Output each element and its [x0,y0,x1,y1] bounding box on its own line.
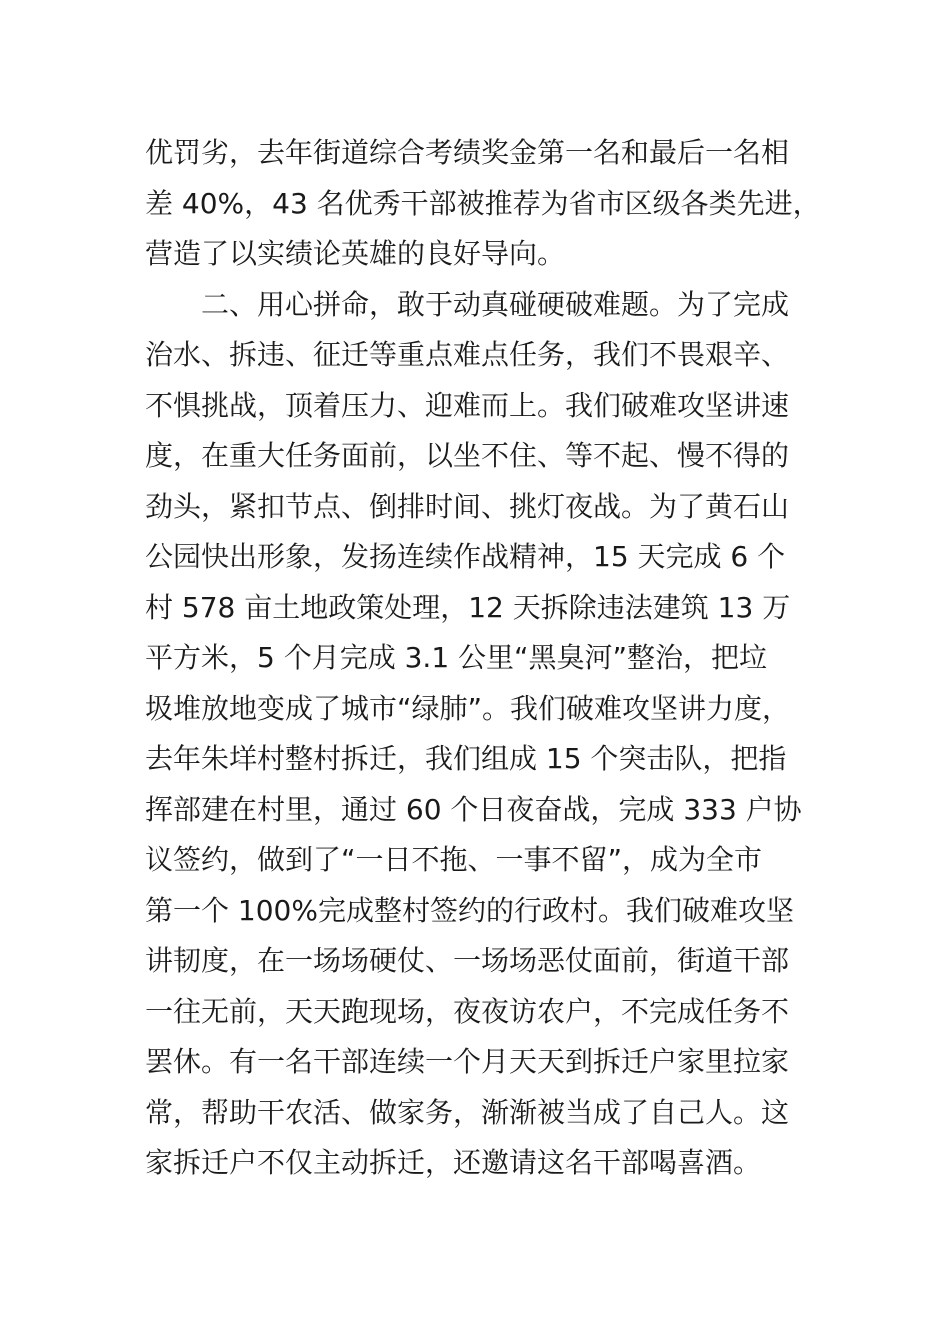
text-line: 一往无前，天天跑现场，夜夜访农户，不完成任务不 [145,994,790,1028]
text-line: 挥部建在村里，通过 60 个日夜奋战，完成 333 户协 [145,792,802,826]
text-line: 优罚劣，去年街道综合考绩奖金第一名和最后一名相 [145,136,790,169]
text-line: 度，在重大任务面前，以坐不住、等不起、慢不得的 [145,439,790,472]
text-line: 差 40%，43 名优秀干部被推荐为省市区级各类先进， [145,186,821,220]
text-line: 家拆迁户不仅主动拆迁，还邀请这名干部喝喜酒。 [145,1146,762,1179]
text-line: 公园快出形象，发扬连续作战精神，15 天完成 6 个 [145,540,786,573]
text-line: 治水、拆违、征迁等重点难点任务，我们不畏艰辛、 [145,338,790,371]
text-line: 常，帮助干农活、做家务，渐渐被当成了自己人。这 [145,1095,790,1129]
text-line: 去年朱垟村整村拆迁，我们组成 15 个突击队，把指 [145,742,787,775]
text-line: 平方米，5 个月完成 3.1 公里“黑臭河”整治，把垃 [145,641,768,674]
text-line: 劲头，紧扣节点、倒排时间、挑灯夜战。为了黄石山 [145,489,790,523]
text-line: 第一个 100%完成整村签约的行政村。我们破难攻坚 [145,893,794,927]
text-line: 村 578 亩土地政策处理，12 天拆除违法建筑 13 万 [145,590,791,624]
body-text [145,128,821,1189]
paragraph-first-line: 二、用心拼命，敢于动真碰硬破难题。为了完成 [201,287,790,321]
text-line: 讲韧度，在一场场硬仗、一场场恶仗面前，街道干部 [145,944,790,977]
text-line: 不惧挑战，顶着压力、迎难而上。我们破难攻坚讲速 [145,388,790,422]
text-line: 营造了以实绩论英雄的良好导向。 [145,237,566,270]
text-line: 圾堆放地变成了城市“绿肺”。我们破难攻坚讲力度， [145,691,791,725]
text-line: 罢休。有一名干部连续一个月天天到拆迁户家里拉家 [145,1045,790,1078]
text-line: 议签约，做到了“一日不拖、一事不留”，成为全市 [145,843,763,876]
